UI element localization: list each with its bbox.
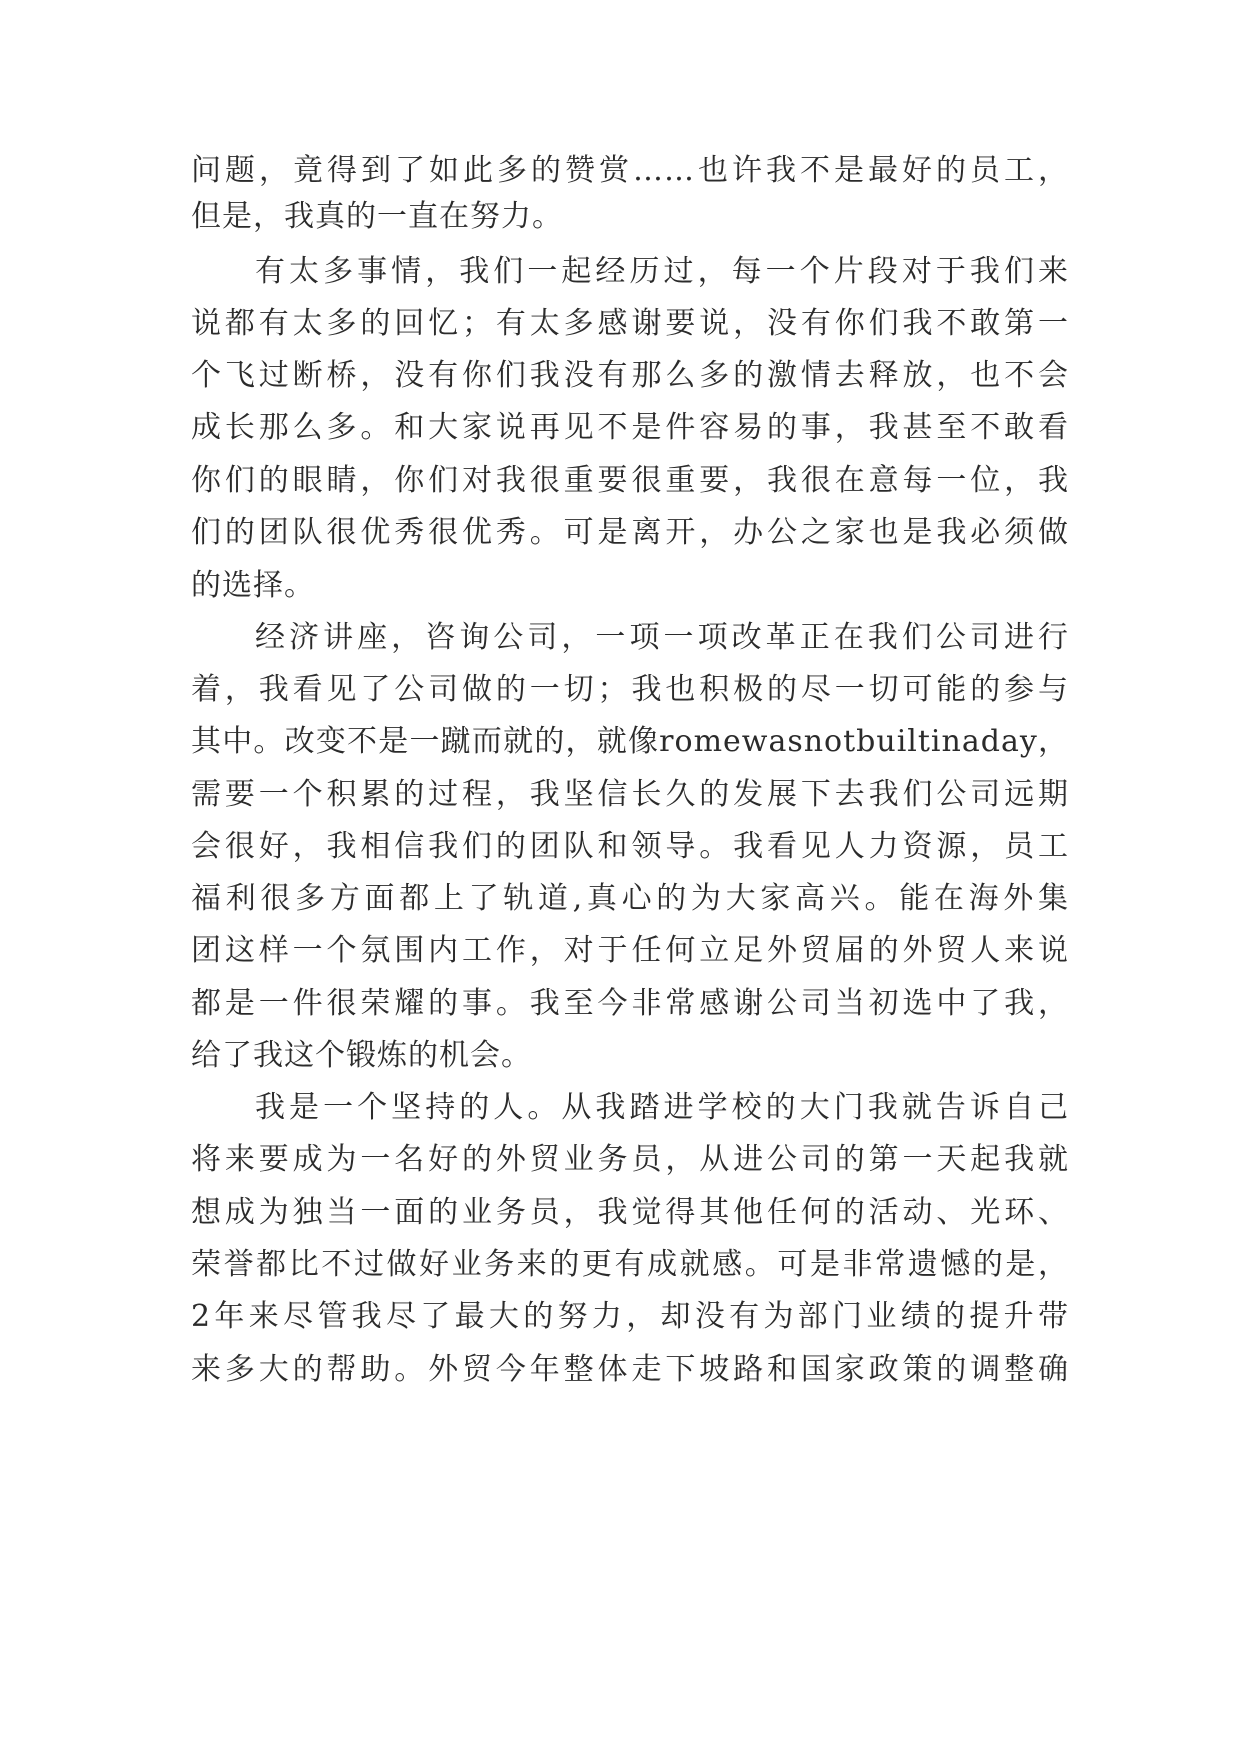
text-line: 来多大的帮助。外贸今年整体走下坡路和国家政策的调整确 [191,1352,1069,1387]
text-line: 你们的眼睛，你们对我很重要很重要，我很在意每一位，我 [191,463,1069,498]
text-line: 给了我这个锻炼的机会。 [191,1038,532,1073]
text-line: 都是一件很荣耀的事。我至今非常感谢公司当初选中了我， [191,986,1069,1021]
paragraph-first-line: 有太多事情，我们一起经历过，每一个片段对于我们来 [255,254,1069,289]
text-line: 会很好，我相信我们的团队和领导。我看见人力资源，员工 [191,829,1069,864]
text-line: 着，我看见了公司做的一切；我也积极的尽一切可能的参与 [191,672,1069,707]
text-line: 福利很多方面都上了轨道,真心的为大家高兴。能在海外集 [191,881,1069,916]
text-line: 2年来尽管我尽了最大的努力，却没有为部门业绩的提升带 [191,1299,1069,1334]
text-line: 需要一个积累的过程，我坚信长久的发展下去我们公司远期 [191,777,1069,812]
text-line: 问题，竟得到了如此多的赞赏……也许我不是最好的员工， [191,153,1069,188]
text-line: 成长那么多。和大家说再见不是件容易的事，我甚至不敢看 [191,410,1069,445]
text-line: 想成为独当一面的业务员，我觉得其他任何的活动、光环、 [191,1195,1069,1230]
paragraph-first-line: 经济讲座，咨询公司，一项一项改革正在我们公司进行 [255,620,1069,655]
text-line: 将来要成为一名好的外贸业务员，从进公司的第一天起我就 [191,1142,1069,1177]
text-line: 说都有太多的回忆；有太多感谢要说，没有你们我不敢第一 [191,306,1069,341]
text-line: 团这样一个氛围内工作，对于任何立足外贸届的外贸人来说 [191,933,1069,968]
text-line: 荣誉都比不过做好业务来的更有成就感。可是非常遗憾的是， [191,1247,1069,1282]
text-line: 其中。改变不是一蹴而就的，就像romewasnotbuiltinaday， [191,724,1069,759]
text-line: 们的团队很优秀很优秀。可是离开，办公之家也是我必须做 [191,515,1069,550]
paragraph-first-line: 我是一个坚持的人。从我踏进学校的大门我就告诉自己 [255,1090,1069,1125]
text-line: 个飞过断桥，没有你们我没有那么多的激情去释放，也不会 [191,358,1069,393]
text-line: 但是，我真的一直在努力。 [191,199,563,234]
text-line: 的选择。 [191,568,315,603]
